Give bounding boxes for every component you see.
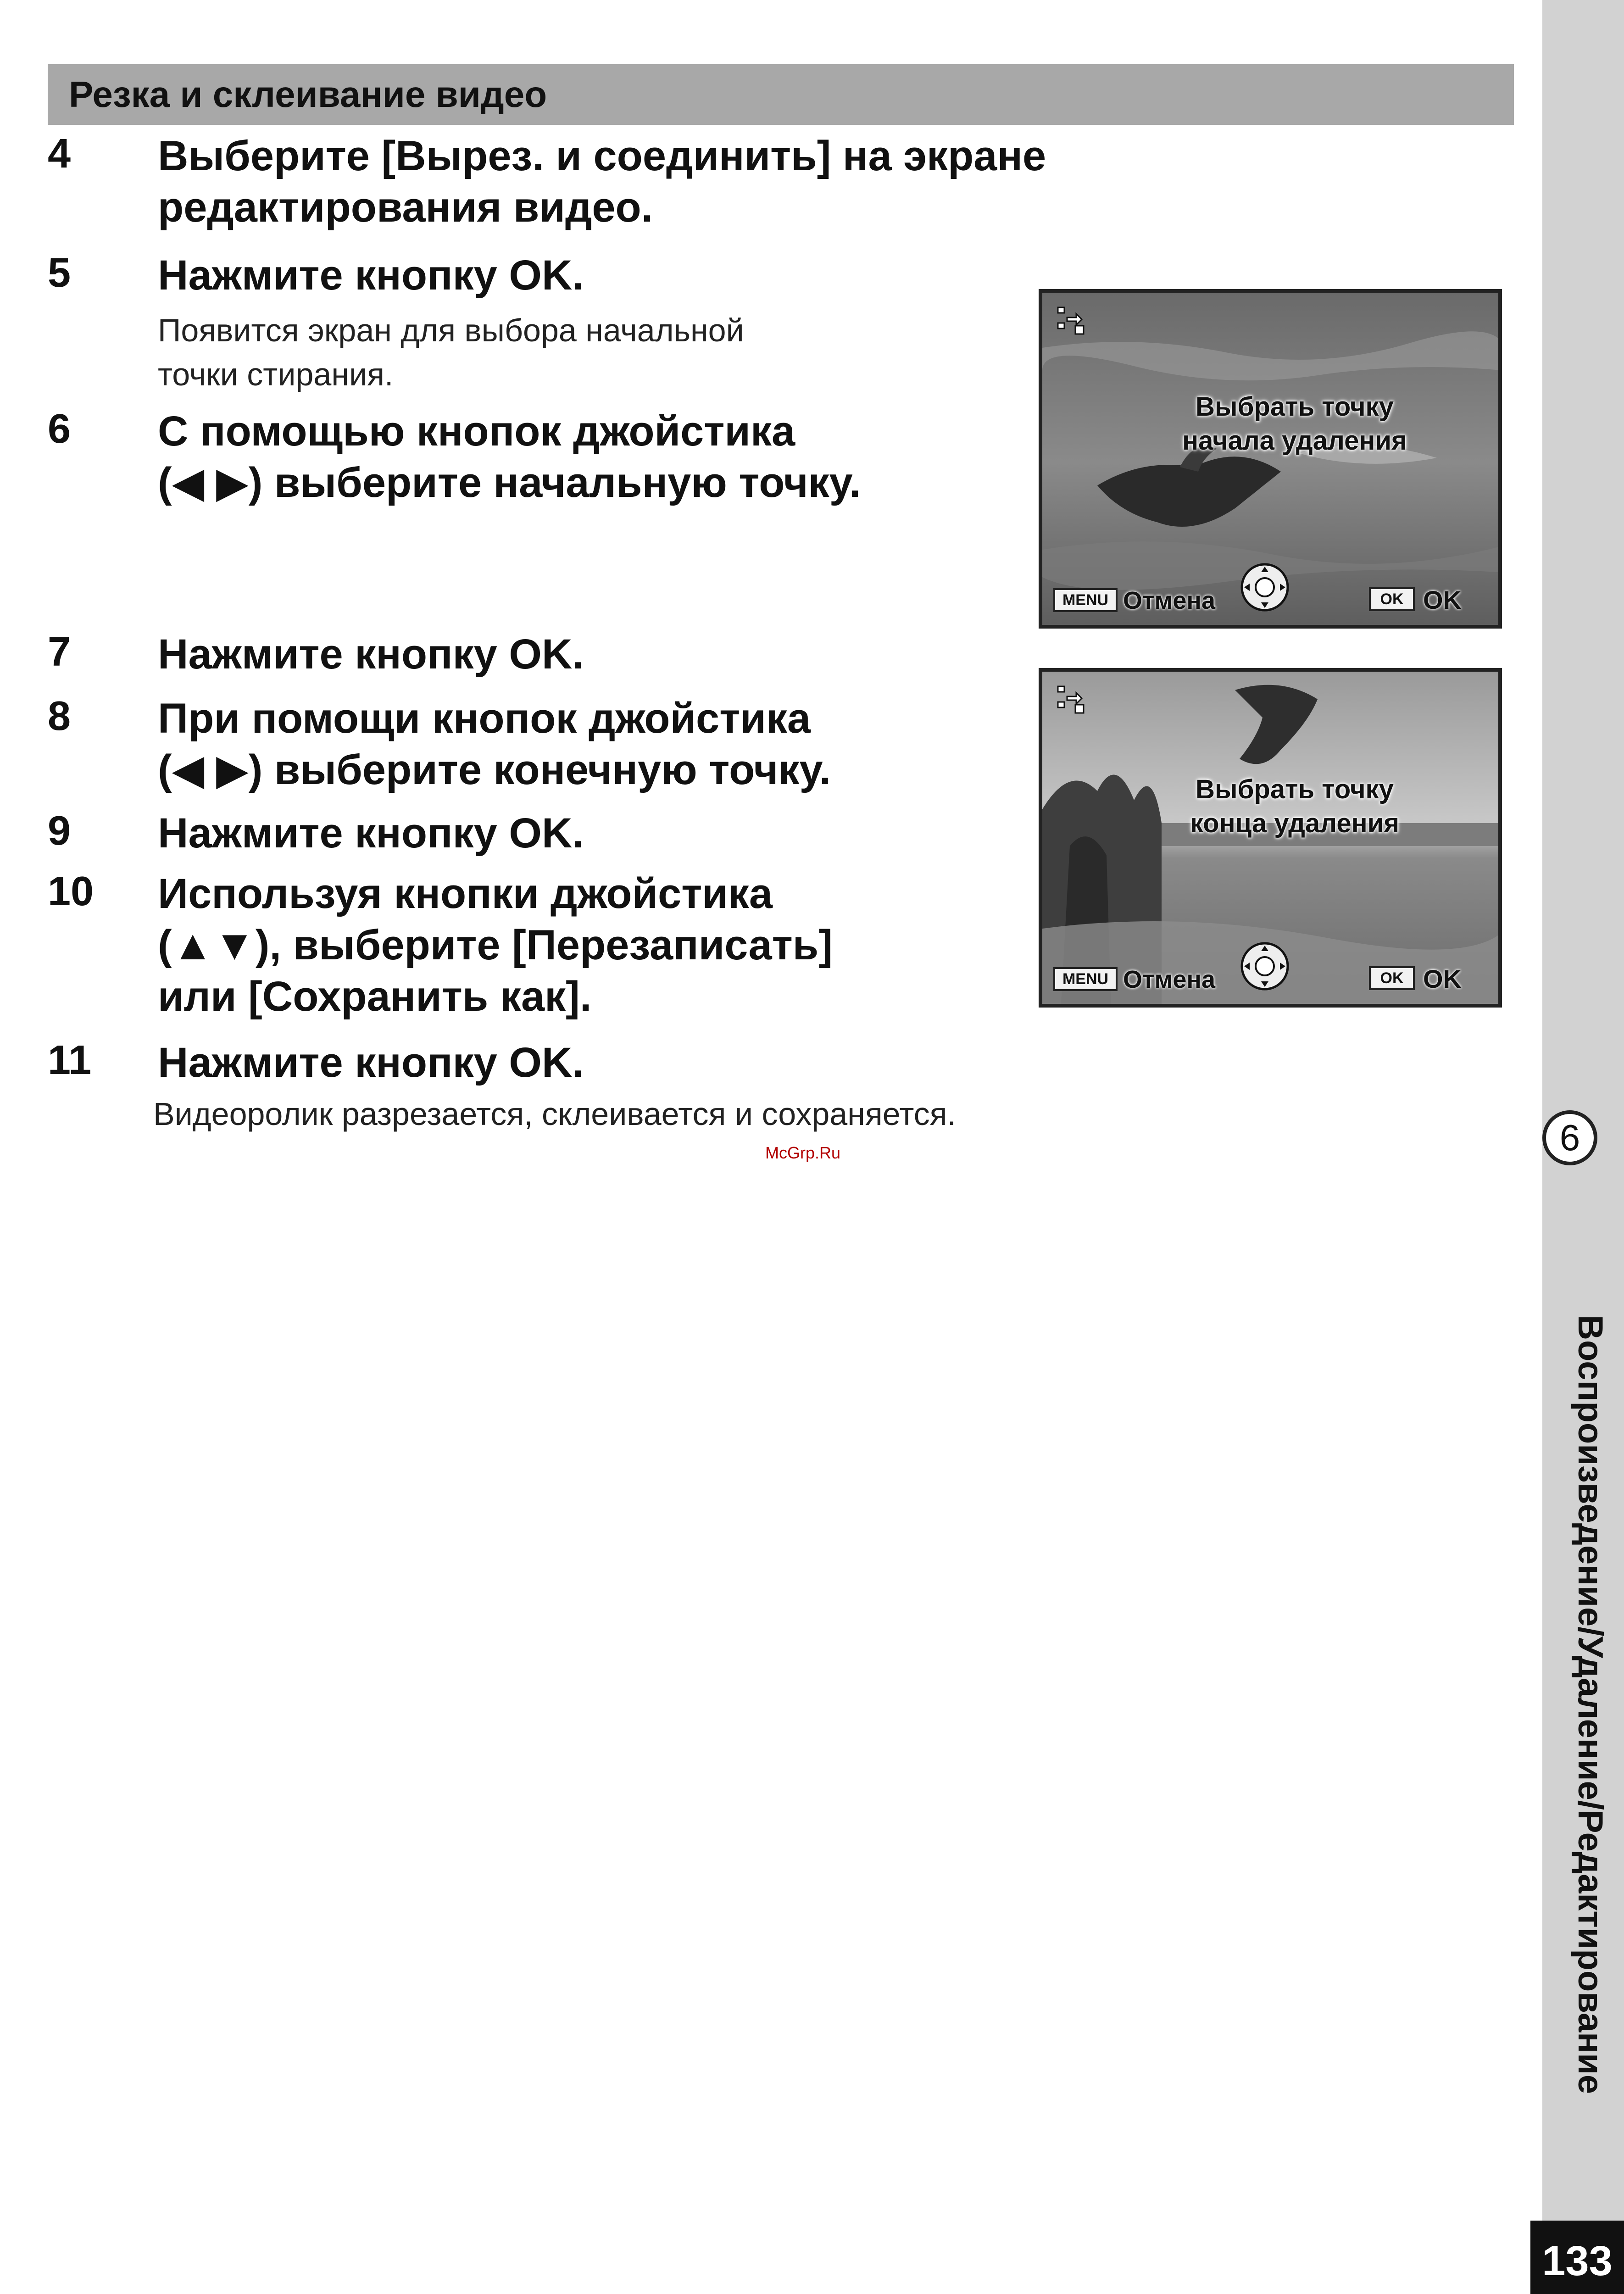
step-6 bbox=[48, 406, 1011, 516]
watermark: McGrp.Ru bbox=[765, 1143, 841, 1162]
step-4 bbox=[48, 130, 1149, 240]
camera-screen-end-point bbox=[1039, 668, 1502, 1008]
step-text-line: С помощью кнопок джойстика bbox=[158, 408, 795, 455]
step-text bbox=[158, 130, 1046, 233]
step-text-line: (◀ ▶) выберите начальную точку. bbox=[158, 459, 861, 506]
step-5 bbox=[48, 250, 965, 396]
screen-instruction bbox=[1148, 773, 1441, 841]
step-text-line: Нажмите кнопку OK. bbox=[158, 631, 584, 678]
step-text bbox=[158, 1037, 584, 1088]
step-number: 9 bbox=[48, 808, 71, 854]
section-header bbox=[48, 64, 1514, 125]
step-text-line: или [Сохранить как]. bbox=[158, 973, 592, 1020]
ok-button-badge: OK bbox=[1369, 966, 1415, 990]
step-8 bbox=[48, 693, 1011, 803]
menu-button-badge: MENU bbox=[1053, 967, 1118, 991]
chapter-number-badge: 6 bbox=[1542, 1110, 1597, 1165]
step-note-line: Видеоролик разрезается, склеивается и сохраняется. bbox=[153, 1096, 957, 1132]
cut-join-icon bbox=[1056, 305, 1088, 339]
step-number: 11 bbox=[48, 1037, 92, 1083]
step-text-line: Нажмите кнопку OK. bbox=[158, 1039, 584, 1086]
step-number: 6 bbox=[48, 406, 71, 452]
step-text-line: При помощи кнопок джойстика bbox=[158, 695, 811, 742]
cancel-label: Отмена bbox=[1123, 966, 1216, 993]
joystick-icon bbox=[1240, 941, 1290, 994]
cut-join-icon bbox=[1056, 684, 1088, 718]
step-text bbox=[158, 406, 861, 508]
step-number: 8 bbox=[48, 693, 71, 739]
step-text bbox=[158, 868, 833, 1022]
step-note bbox=[153, 1092, 956, 1136]
step-9 bbox=[48, 807, 965, 863]
step-10 bbox=[48, 868, 1011, 1033]
section-title: Резка и склеивание видео bbox=[69, 74, 547, 115]
screen-instruction-line: конца удаления bbox=[1190, 808, 1400, 838]
chapter-title-container bbox=[1546, 1207, 1610, 2202]
step-number: 10 bbox=[48, 869, 94, 914]
ok-label: OK bbox=[1423, 964, 1462, 993]
step-number: 4 bbox=[48, 131, 71, 177]
step-11 bbox=[48, 1037, 1240, 1147]
step-text-line: редактирования видео. bbox=[158, 184, 653, 231]
camera-screen-start-point bbox=[1039, 289, 1502, 629]
step-text bbox=[158, 250, 584, 301]
step-number: 5 bbox=[48, 250, 71, 296]
ok-button-badge: OK bbox=[1369, 587, 1415, 611]
step-text bbox=[158, 693, 831, 796]
step-text-line: Используя кнопки джойстика bbox=[158, 870, 773, 917]
step-text bbox=[158, 807, 584, 859]
step-text bbox=[158, 629, 584, 680]
chapter-title: Воспроизведение/Удаление/Редактирование bbox=[1571, 1314, 1610, 2094]
screen-instruction-line: начала удаления bbox=[1182, 426, 1407, 456]
screen-instruction-line: Выбрать точку bbox=[1196, 774, 1394, 804]
step-text-line: (▲▼), выберите [Перезаписать] bbox=[158, 922, 833, 969]
ok-label: OK bbox=[1423, 585, 1462, 614]
page-number: 133 bbox=[1530, 2221, 1624, 2294]
step-note bbox=[158, 308, 744, 396]
screen-instruction bbox=[1148, 390, 1441, 458]
joystick-icon bbox=[1240, 562, 1290, 615]
step-text-line: Нажмите кнопку OK. bbox=[158, 810, 584, 857]
step-note-line: Появится экран для выбора начальной bbox=[158, 312, 744, 348]
step-note-line: точки стирания. bbox=[158, 356, 394, 392]
cancel-label: Отмена bbox=[1123, 587, 1216, 614]
step-7 bbox=[48, 629, 965, 684]
step-text-line: Нажмите кнопку OK. bbox=[158, 252, 584, 299]
step-text-line: Выберите [Вырез. и соединить] на экране bbox=[158, 133, 1046, 179]
step-text-line: (◀ ▶) выберите конечную точку. bbox=[158, 746, 831, 793]
step-number: 7 bbox=[48, 629, 71, 675]
screen-instruction-line: Выбрать точку bbox=[1196, 392, 1394, 422]
menu-button-badge: MENU bbox=[1053, 588, 1118, 612]
